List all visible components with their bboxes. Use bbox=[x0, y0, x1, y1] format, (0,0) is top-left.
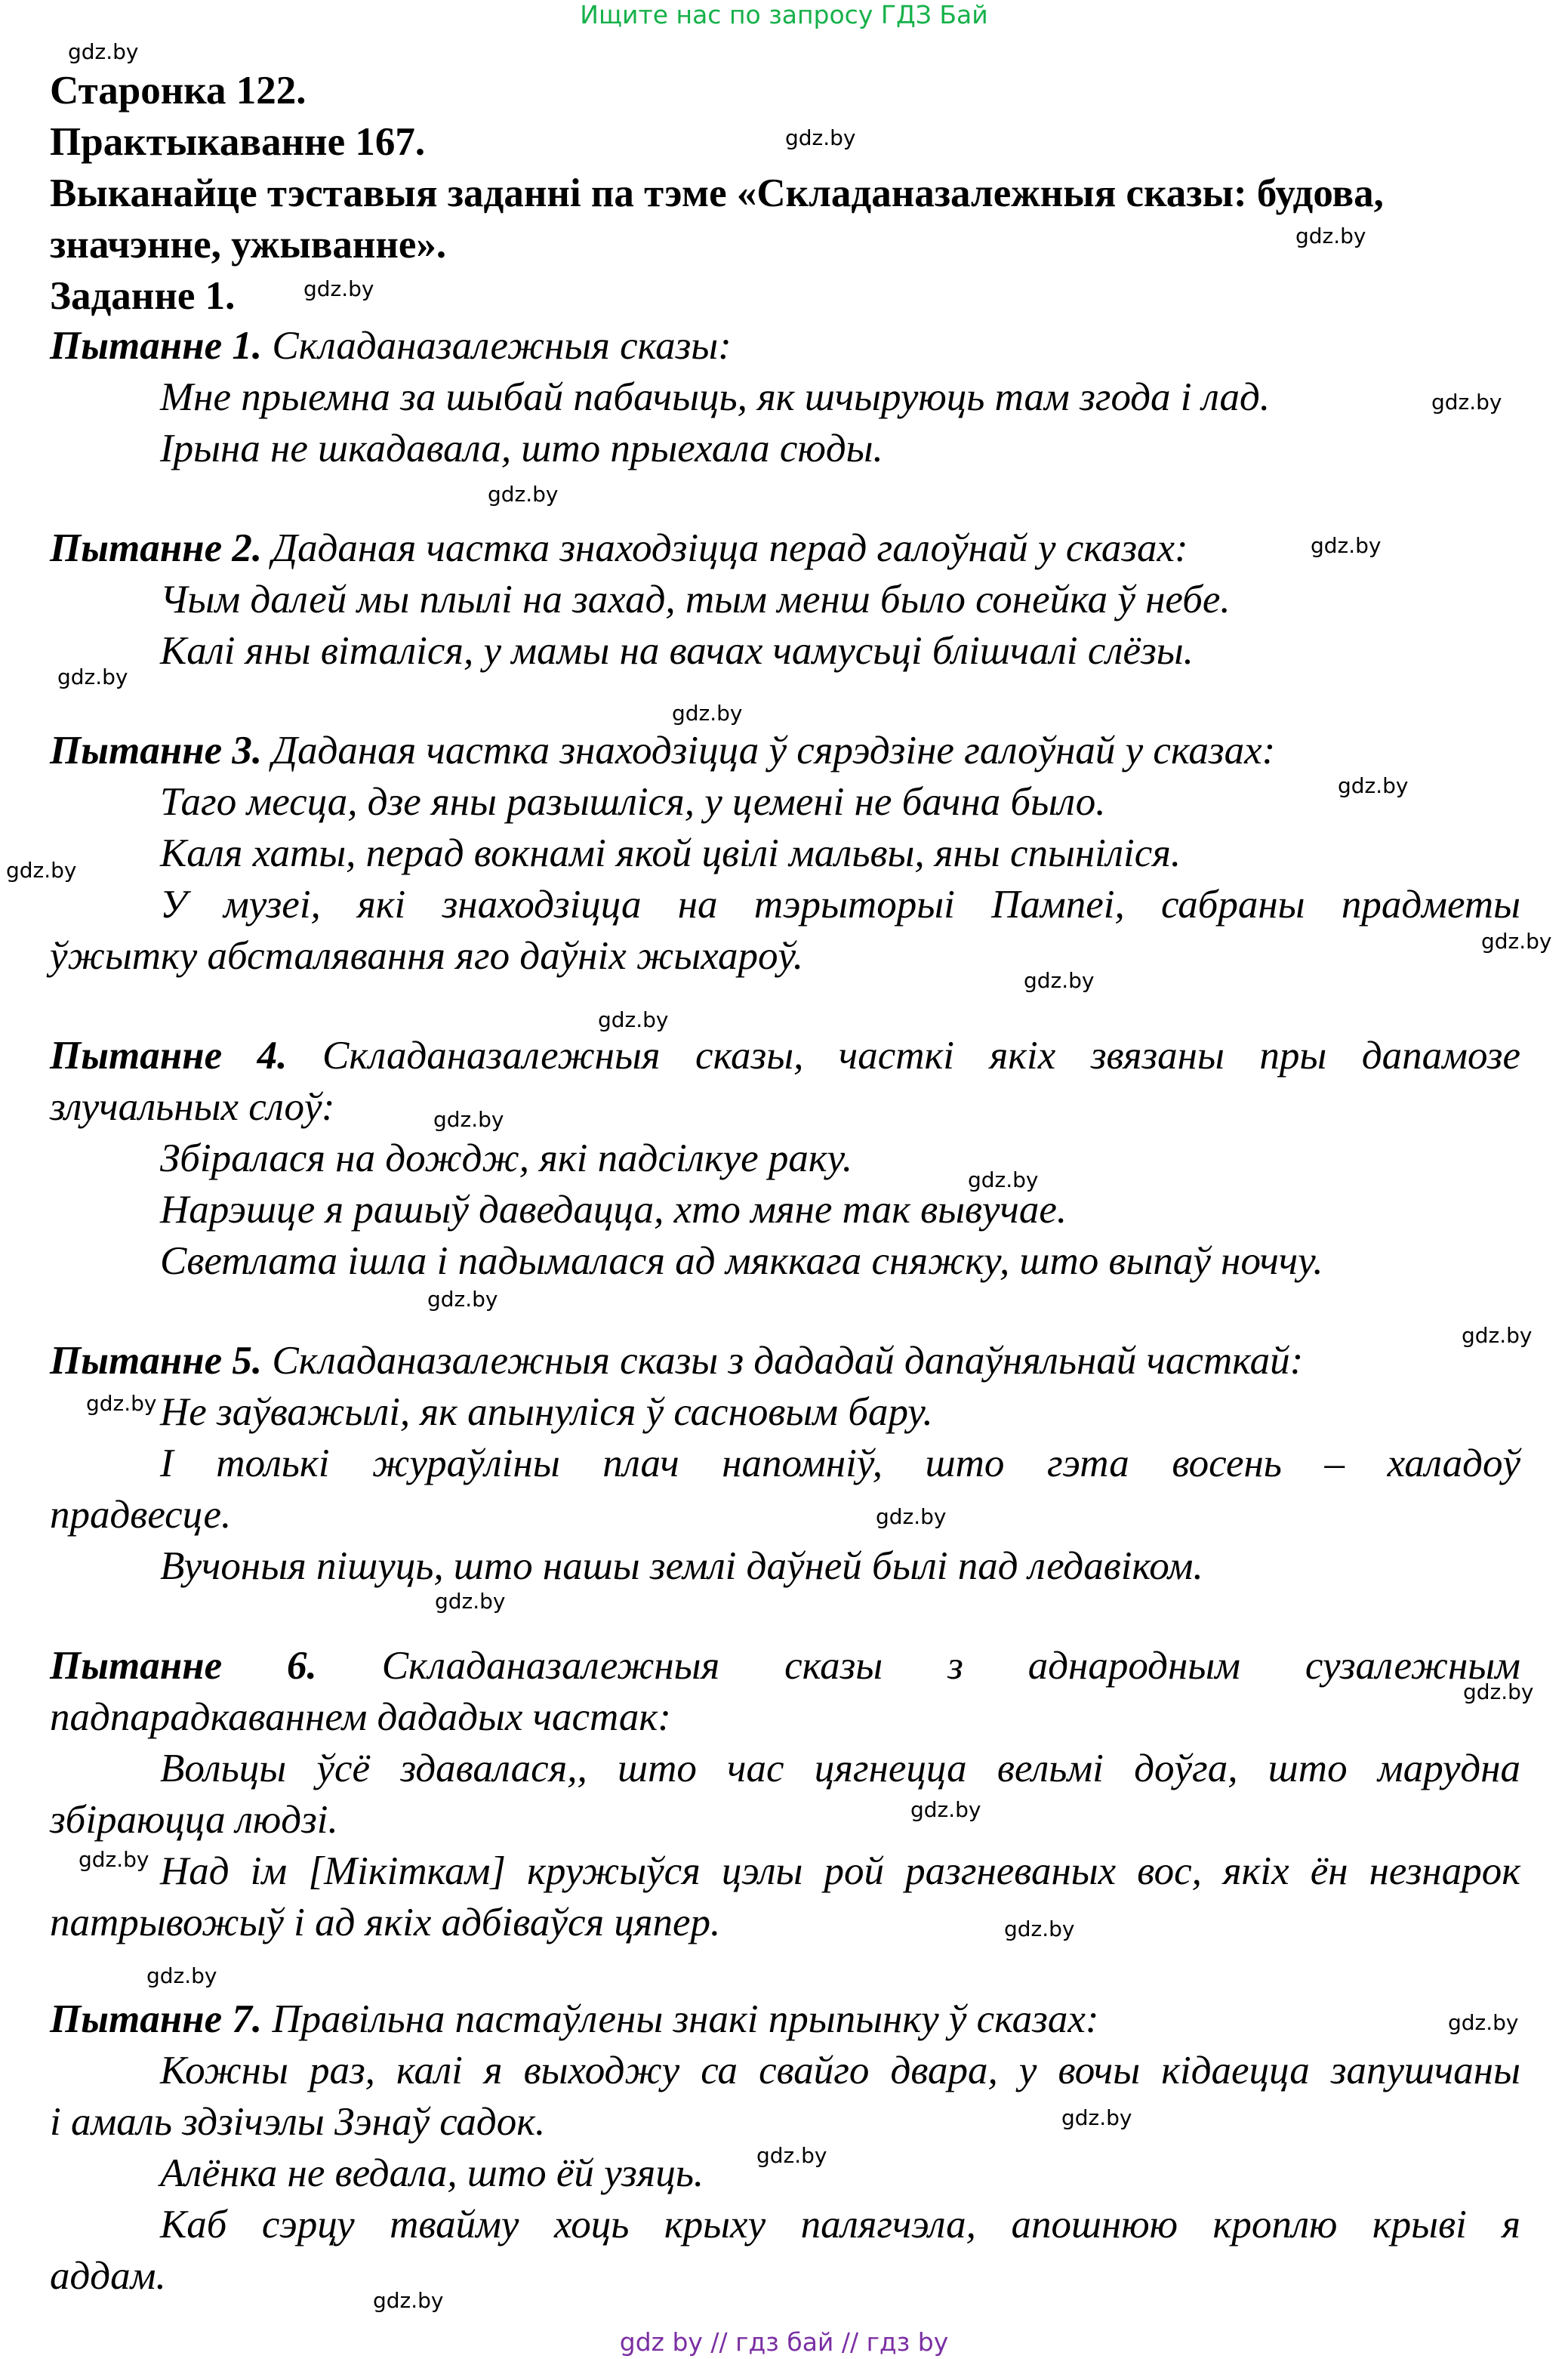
question-label: Пытанне 3. bbox=[50, 729, 263, 772]
question-label: Пытанне 5. bbox=[50, 1339, 263, 1383]
question-4 bbox=[50, 1030, 1520, 1081]
watermark: gdz.by bbox=[1431, 390, 1502, 415]
option-line: і амаль здзічэлы Зэнаў садок. bbox=[50, 2100, 546, 2144]
option-line: аддам. bbox=[50, 2254, 166, 2298]
task-line-1: Выканайце тэставыя заданні па тэме «Складаназалежныя сказы: будова, bbox=[50, 171, 1384, 215]
question-7 bbox=[50, 1994, 1099, 2045]
exercise-title: Практыкаванне 167. bbox=[50, 120, 426, 164]
watermark: gdz.by bbox=[433, 1107, 504, 1132]
question-1 bbox=[50, 320, 732, 372]
question-label: Пытанне 1. bbox=[50, 324, 263, 368]
watermark: gdz.by bbox=[303, 276, 374, 301]
question-text: Складаназалежныя сказы з дададай дапаўняльнай часткай: bbox=[262, 1339, 1304, 1383]
option-line: Алёнка не ведала, што ёй узяць. bbox=[160, 2151, 704, 2195]
watermark: gdz.by bbox=[1061, 2105, 1132, 2130]
question-text: Правільна пастаўлены знакі прыпынку ў сказах: bbox=[262, 1997, 1099, 2041]
question-text-cont: падпарадкаваннем дададых частак: bbox=[50, 1695, 671, 1739]
question-text-cont: злучальных слоў: bbox=[50, 1085, 335, 1129]
footer-links: gdz by // гдз бай // гдз by bbox=[619, 2327, 949, 2357]
option-line: ўжытку абсталявання яго даўніх жыхароў. bbox=[50, 934, 803, 978]
watermark: gdz.by bbox=[1004, 1916, 1075, 1941]
watermark: gdz.by bbox=[1481, 929, 1552, 954]
option-line: У музеі, які знаходзіцца на тэрыторыі Пампеі, сабраны прадметы bbox=[160, 883, 1520, 927]
task-line-2: значэнне, ужыванне». bbox=[50, 223, 447, 267]
watermark: gdz.by bbox=[672, 701, 743, 726]
watermark: gdz.by bbox=[1448, 2010, 1519, 2035]
watermark: gdz.by bbox=[1295, 224, 1366, 248]
option-line: Чым далей мы плылі на захад, тым менш было сонейка ў небе. bbox=[160, 578, 1231, 621]
option-line: Не заўважылі, як апынуліся ў сасновым бару. bbox=[160, 1390, 933, 1434]
question-label: Пытанне 2. bbox=[50, 526, 263, 570]
watermark: gdz.by bbox=[146, 1963, 217, 1988]
watermark: gdz.by bbox=[1463, 1679, 1534, 1704]
watermark: gdz.by bbox=[6, 858, 77, 883]
watermark: gdz.by bbox=[86, 1391, 157, 1416]
watermark: gdz.by bbox=[427, 1287, 498, 1312]
watermark: gdz.by bbox=[488, 482, 559, 507]
option-line: Кожны раз, калі я выходжу са свайго двара, у вочы кідаецца запушчаны bbox=[160, 2049, 1520, 2092]
watermark: gdz.by bbox=[373, 2288, 444, 2313]
option-line: Каля хаты, перад вокнамі якой цвілі мальвы, яны спыніліся. bbox=[160, 831, 1181, 875]
option-line: Каб сэрцу твайму хоць крыху палягчэла, апошнюю кроплю крыві я bbox=[160, 2203, 1520, 2246]
question-5 bbox=[50, 1335, 1303, 1386]
option-line: Ірына не шкадавала, што прыехала сюды. bbox=[160, 427, 883, 470]
option-line: збіраюцца людзі. bbox=[50, 1798, 338, 1842]
question-text: Даданая частка знаходзіцца перад галоўнай у сказах: bbox=[262, 526, 1188, 570]
option-line: Светлата ішла і падымалася ад мяккага сняжку, што выпаў ноччу. bbox=[160, 1239, 1323, 1283]
watermark: gdz.by bbox=[1338, 773, 1409, 798]
option-line: І толькі жураўліны плач напомніў, што гэта восень – халадоў bbox=[160, 1442, 1520, 1485]
question-label: Пытанне 4. bbox=[50, 1034, 288, 1078]
option-line: Мне прыемна за шыбай пабачыць, як шчыруюць там згода і лад. bbox=[160, 375, 1271, 419]
watermark: gdz.by bbox=[1462, 1323, 1533, 1348]
watermark: gdz.by bbox=[968, 1167, 1039, 1192]
option-line: Над ім [Мікіткам] кружыўся цэлы рой разгневаных вос, якіх ён незнарок bbox=[160, 1849, 1520, 1893]
watermark: gdz.by bbox=[910, 1797, 981, 1822]
watermark: gdz.by bbox=[756, 2143, 827, 2168]
top-banner: Ищите нас по запросу ГДЗ Бай bbox=[580, 0, 988, 29]
question-text: Даданая частка знаходзіцца ў сярэдзіне галоўнай у сказах: bbox=[262, 729, 1276, 772]
watermark: gdz.by bbox=[79, 1847, 149, 1872]
watermark: gdz.by bbox=[876, 1504, 947, 1529]
option-line: Вольцы ўсё здавалася,, што час цягнецца вельмі доўга, што марудна bbox=[160, 1747, 1520, 1790]
question-label: Пытанне 6. bbox=[50, 1644, 317, 1688]
question-3 bbox=[50, 725, 1275, 776]
option-line: Збіралася на дождж, які падсілкуе раку. bbox=[160, 1136, 853, 1180]
watermark: gdz.by bbox=[435, 1589, 506, 1614]
question-text: Складаназалежныя сказы з аднародным сузалежным bbox=[316, 1644, 1520, 1688]
option-line: Таго месца, дзе яны разышліся, у цемені не бачна было. bbox=[160, 780, 1106, 824]
watermark: gdz.by bbox=[785, 125, 856, 150]
option-line: прадвесце. bbox=[50, 1493, 232, 1537]
watermark: gdz.by bbox=[1024, 968, 1095, 993]
option-line: Калі яны віталіся, у мамы на вачах чамусьці блішчалі слёзы. bbox=[160, 629, 1194, 673]
question-label: Пытанне 7. bbox=[50, 1997, 263, 2041]
option-line: Нарэшце я рашыў даведацца, хто мяне так вывучае. bbox=[160, 1188, 1067, 1232]
watermark: gdz.by bbox=[68, 39, 139, 64]
assignment-title: Заданне 1. bbox=[50, 274, 236, 318]
question-6 bbox=[50, 1640, 1520, 1691]
option-line: патрывожыў і ад якіх адбіваўся цяпер. bbox=[50, 1901, 721, 1944]
question-2 bbox=[50, 523, 1188, 574]
watermark: gdz.by bbox=[1311, 533, 1382, 558]
watermark: gdz.by bbox=[57, 665, 128, 689]
watermark: gdz.by bbox=[598, 1007, 669, 1032]
page-number: Старонка 122. bbox=[50, 69, 307, 113]
option-line: Вучоныя пішуць, што нашы землі даўней былі пад ледавіком. bbox=[160, 1544, 1203, 1588]
question-text: Складаназалежныя сказы, часткі якіх звязаны пры дапамозе bbox=[287, 1034, 1520, 1078]
question-text: Складаназалежныя сказы: bbox=[262, 324, 732, 368]
